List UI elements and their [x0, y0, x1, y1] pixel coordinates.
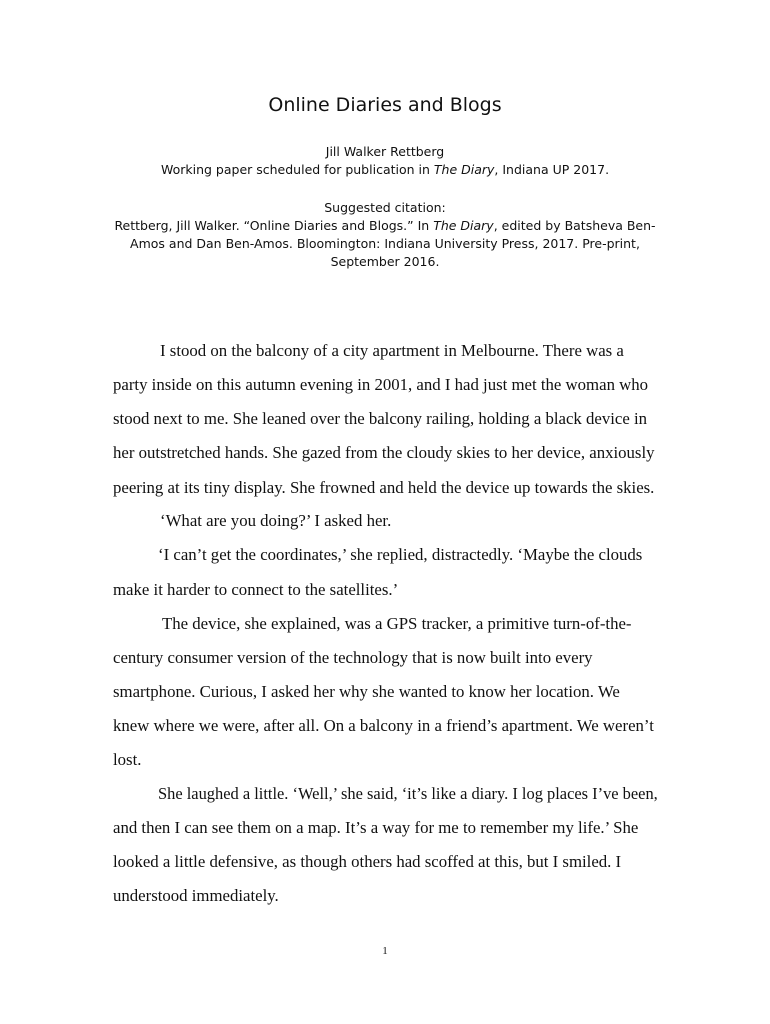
body-line: I stood on the balcony of a city apartment in Melbourne. There was a — [160, 341, 624, 360]
body-line: knew where we were, after all. On a balcony in a friend’s apartment. We weren’t — [113, 716, 654, 735]
body-line: smartphone. Curious, I asked her why she wanted to know her location. We — [113, 682, 620, 701]
publication-note-prefix: Working paper scheduled for publication in — [160, 162, 434, 177]
body-line: her outstretched hands. She gazed from the cloudy skies to her device, anxiously — [113, 443, 655, 462]
publication-note-suffix: , Indiana UP 2017. — [494, 162, 610, 177]
body-line: understood immediately. — [113, 886, 279, 905]
author-name: Jill Walker Rettberg — [325, 144, 445, 159]
publication-note-book: The Diary — [433, 162, 495, 177]
body-line: lost. — [113, 750, 142, 769]
body-line: The device, she explained, was a GPS tracker, a primitive turn-of-the- — [162, 614, 632, 633]
citation-book: The Diary — [433, 218, 494, 233]
body-line: make it harder to connect to the satellites.’ — [113, 580, 399, 599]
body-line: peering at its tiny display. She frowned and held the device up towards the skies. — [113, 478, 655, 497]
citation-part2: , edited by Batsheva Ben-Amos and Dan Ben-Amos. Bloomington: Indiana University Press, 2017. Pre-print, September 2016. — [130, 218, 656, 269]
publication-note — [100, 161, 670, 179]
body-line: party inside on this autumn evening in 2001, and I had just met the woman who — [113, 375, 649, 394]
body-line: ‘What are you doing?’ I asked her. — [160, 511, 392, 530]
body-line: and then I can see them on a map. It’s a way for me to remember my life.’ She — [113, 818, 639, 837]
body-line: looked a little defensive, as though others had scoffed at this, but I smiled. I — [113, 852, 622, 871]
paper-title: Online Diaries and Blogs — [268, 94, 502, 116]
body-line: stood next to me. She leaned over the balcony railing, holding a black device in — [113, 409, 648, 428]
page-number: 1 — [382, 945, 388, 957]
citation-text — [100, 217, 670, 271]
body-line: She laughed a little. ‘Well,’ she said, ‘it’s like a diary. I log places I’ve been, — [158, 784, 658, 803]
body-line: century consumer version of the technology that is now built into every — [113, 648, 593, 667]
suggested-citation-label: Suggested citation: — [324, 200, 446, 215]
body-line: ‘I can’t get the coordinates,’ she replied, distractedly. ‘Maybe the clouds — [158, 545, 643, 564]
citation-part1: Rettberg, Jill Walker. “Online Diaries and Blogs.” In — [114, 218, 434, 233]
